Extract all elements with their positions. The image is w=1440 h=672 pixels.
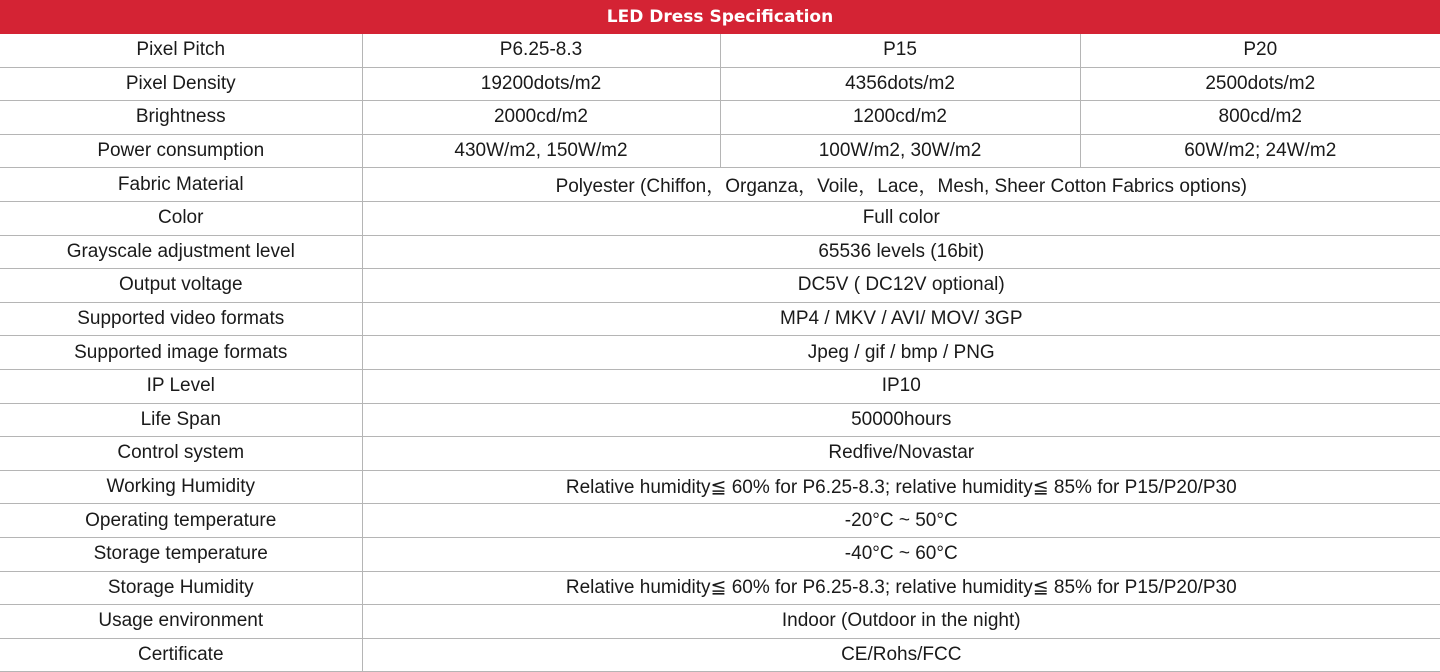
table-row: [0, 437, 1440, 471]
table-row: [0, 134, 1440, 168]
row-label: Supported image formats: [0, 336, 362, 370]
table-row: [0, 168, 1440, 202]
table-row: [0, 235, 1440, 269]
table-row: [0, 571, 1440, 605]
row-label: Operating temperature: [0, 504, 362, 538]
cell-value: 4356dots/m2: [720, 67, 1080, 101]
table-row: [0, 101, 1440, 135]
table-row: [0, 403, 1440, 437]
cell-value: 2500dots/m2: [1080, 67, 1440, 101]
row-label: Power consumption: [0, 134, 362, 168]
row-label: IP Level: [0, 369, 362, 403]
row-label: Color: [0, 201, 362, 235]
cell-value: Redfive/Novastar: [362, 437, 1440, 471]
table-row: [0, 605, 1440, 639]
table-row: [0, 537, 1440, 571]
row-label: Supported video formats: [0, 302, 362, 336]
row-label: Storage temperature: [0, 537, 362, 571]
row-label: Usage environment: [0, 605, 362, 639]
row-label: Fabric Material: [0, 168, 362, 202]
row-label: Life Span: [0, 403, 362, 437]
cell-value: IP10: [362, 369, 1440, 403]
table-row: [0, 302, 1440, 336]
spec-table: [0, 34, 1440, 672]
table-row: [0, 336, 1440, 370]
cell-value: -40°C ~ 60°C: [362, 537, 1440, 571]
cell-value: 2000cd/m2: [362, 101, 720, 135]
table-row: [0, 201, 1440, 235]
cell-value: Jpeg / gif / bmp / PNG: [362, 336, 1440, 370]
cell-value: 1200cd/m2: [720, 101, 1080, 135]
table-row: [0, 638, 1440, 672]
row-label: Storage Humidity: [0, 571, 362, 605]
cell-value: MP4 / MKV / AVI/ MOV/ 3GP: [362, 302, 1440, 336]
cell-value: CE/Rohs/FCC: [362, 638, 1440, 672]
table-row: [0, 504, 1440, 538]
cell-value: 430W/m2, 150W/m2: [362, 134, 720, 168]
cell-value: 100W/m2, 30W/m2: [720, 134, 1080, 168]
row-label: Certificate: [0, 638, 362, 672]
cell-value: Indoor (Outdoor in the night): [362, 605, 1440, 639]
row-label: Grayscale adjustment level: [0, 235, 362, 269]
row-label: Brightness: [0, 101, 362, 135]
cell-value: P20: [1080, 34, 1440, 67]
cell-value: Polyester (Chiffon，Organza，Voile，Lace，Mesh, Sheer Cotton Fabrics options): [362, 168, 1440, 202]
cell-value: 50000hours: [362, 403, 1440, 437]
table-row: [0, 34, 1440, 67]
cell-value: 65536 levels (16bit): [362, 235, 1440, 269]
table-row: [0, 269, 1440, 303]
row-label: Pixel Pitch: [0, 34, 362, 67]
cell-value: DC5V ( DC12V optional): [362, 269, 1440, 303]
cell-value: P15: [720, 34, 1080, 67]
cell-value: Relative humidity≦ 60% for P6.25-8.3; relative humidity≦ 85% for P15/P20/P30: [362, 470, 1440, 504]
row-label: Control system: [0, 437, 362, 471]
row-label: Output voltage: [0, 269, 362, 303]
table-row: [0, 369, 1440, 403]
cell-value: 19200dots/m2: [362, 67, 720, 101]
spec-title: LED Dress Specification: [0, 0, 1440, 34]
cell-value: Relative humidity≦ 60% for P6.25-8.3; relative humidity≦ 85% for P15/P20/P30: [362, 571, 1440, 605]
cell-value: Full color: [362, 201, 1440, 235]
cell-value: 800cd/m2: [1080, 101, 1440, 135]
table-row: [0, 470, 1440, 504]
cell-value: P6.25-8.3: [362, 34, 720, 67]
table-row: [0, 67, 1440, 101]
row-label: Pixel Density: [0, 67, 362, 101]
row-label: Working Humidity: [0, 470, 362, 504]
cell-value: -20°C ~ 50°C: [362, 504, 1440, 538]
cell-value: 60W/m2; 24W/m2: [1080, 134, 1440, 168]
